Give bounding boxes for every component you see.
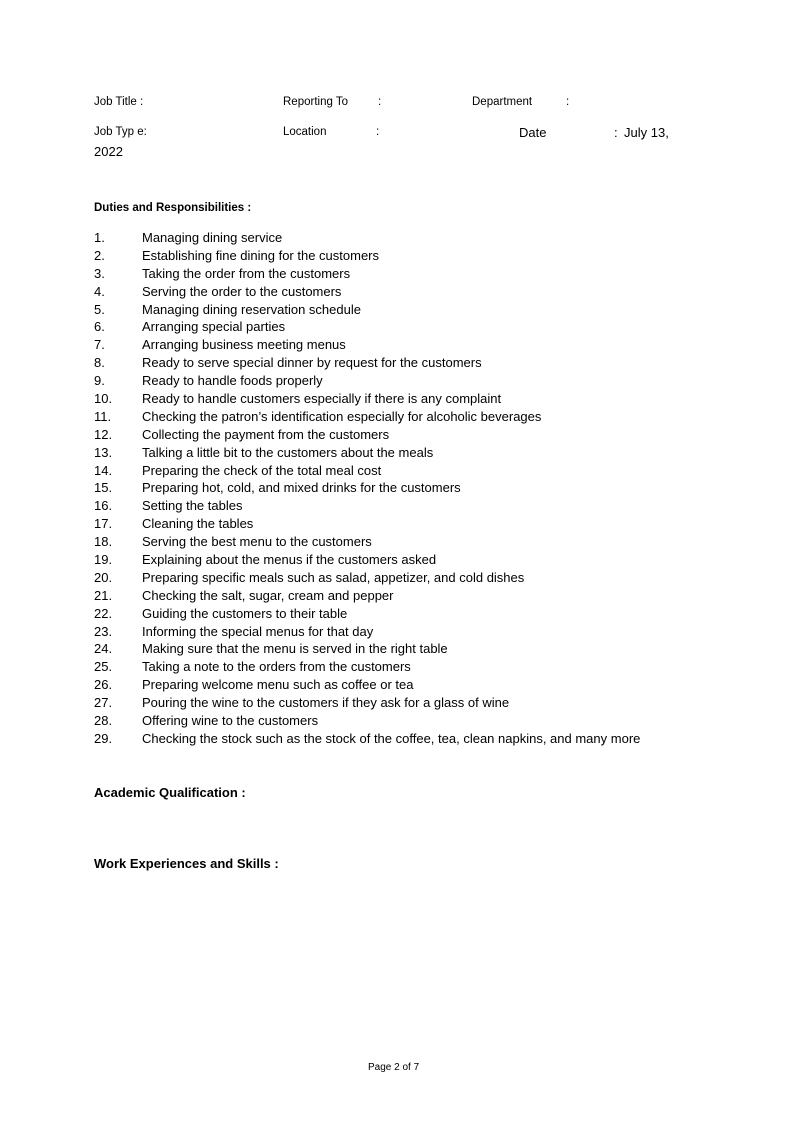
list-item-number: 27. [94, 695, 113, 711]
list-item-number: 1. [94, 230, 105, 245]
list-item-number: 6. [94, 319, 105, 335]
list-item [94, 354, 640, 372]
list-item [94, 301, 640, 319]
list-item [94, 497, 640, 515]
list-item-text: Serving the order to the customers [142, 283, 342, 299]
list-item [94, 372, 640, 390]
list-item-text: Informing the special menus for that day [142, 623, 374, 639]
list-item [94, 658, 640, 676]
list-item-number: 26. [94, 677, 113, 693]
list-item-text: Offering wine to the customers [142, 713, 319, 729]
list-item-text: Checking the stock such as the stock of the coffee, tea, clean napkins, and many more [142, 730, 641, 746]
list-item [94, 730, 640, 748]
list-item [94, 283, 640, 301]
list-item [94, 390, 640, 408]
list-item-text: Ready to handle foods properly [142, 373, 323, 389]
list-item-text: Talking a little bit to the customers about the meals [142, 444, 434, 460]
list-item-text: Preparing hot, cold, and mixed drinks for the customers [142, 480, 461, 496]
list-item [94, 515, 640, 533]
list-item-number: 28. [94, 713, 113, 729]
list-item-text: Establishing fine dining for the customers [142, 247, 380, 263]
list-item-number: 2. [94, 247, 105, 263]
location-label: Location [283, 126, 327, 138]
list-item-text: Ready to handle customers especially if there is any complaint [142, 391, 502, 407]
list-item-number: 21. [94, 587, 113, 603]
list-item [94, 623, 640, 641]
list-item [94, 676, 640, 694]
list-item-text: Managing dining service [142, 230, 283, 245]
list-item [94, 426, 640, 444]
department-label: Department [472, 96, 533, 108]
list-item-text: Managing dining reservation schedule [142, 301, 361, 317]
list-item-number: 9. [94, 373, 105, 389]
list-item-number: 11. [94, 408, 112, 424]
list-item [94, 408, 640, 426]
list-item [94, 265, 640, 283]
list-item-number: 19. [94, 552, 113, 568]
list-item [94, 462, 640, 480]
work-experiences-heading: Work Experiences and Skills : [94, 856, 279, 871]
list-item [94, 569, 640, 587]
list-item-text: Explaining about the menus if the customers asked [142, 552, 437, 568]
list-item [94, 229, 640, 247]
list-item-number: 20. [94, 569, 113, 585]
date-label: Date [519, 125, 547, 140]
location-colon: : [376, 126, 380, 138]
reporting-to-colon: : [378, 96, 382, 108]
list-item-number: 3. [94, 265, 105, 281]
list-item-number: 15. [94, 480, 113, 496]
list-item [94, 587, 640, 605]
job-type-label: Job Typ e: [94, 126, 147, 138]
academic-qualification-heading: Academic Qualification : [94, 785, 246, 800]
list-item-number: 8. [94, 355, 105, 371]
list-item [94, 479, 640, 497]
reporting-to-label: Reporting To [283, 96, 348, 108]
list-item-number: 18. [94, 534, 113, 550]
list-item-number: 23. [94, 623, 113, 639]
list-item [94, 551, 640, 569]
list-item [94, 694, 640, 712]
list-item-text: Making sure that the menu is served in the right table [142, 641, 448, 657]
list-item-text: Checking the salt, sugar, cream and pepper [142, 587, 394, 603]
list-item-text: Preparing the check of the total meal cost [142, 462, 382, 478]
date-year: 2022 [94, 144, 123, 159]
list-item-number: 25. [94, 659, 113, 675]
list-item-number: 24. [94, 641, 113, 657]
list-item [94, 247, 640, 265]
list-item [94, 533, 640, 551]
list-item-text: Arranging special parties [142, 319, 286, 335]
list-item [94, 605, 640, 623]
list-item-number: 12. [94, 426, 113, 442]
list-item [94, 336, 640, 354]
list-item-text: Taking a note to the orders from the customers [142, 659, 411, 675]
list-item-number: 29. [94, 730, 113, 746]
list-item-text: Preparing welcome menu such as coffee or tea [142, 677, 414, 693]
duties-list [94, 229, 640, 748]
list-item-number: 22. [94, 605, 113, 621]
list-item-number: 17. [94, 516, 113, 532]
department-colon: : [566, 96, 570, 108]
list-item-number: 16. [94, 498, 113, 514]
list-item-number: 4. [94, 283, 105, 299]
list-item-number: 14. [94, 462, 113, 478]
page-number: Page 2 of 7 [368, 1062, 420, 1073]
date-value: July 13, [624, 125, 669, 140]
list-item-number: 7. [94, 337, 105, 353]
list-item-number: 13. [94, 444, 113, 460]
list-item-number: 5. [94, 301, 105, 317]
list-item-text: Pouring the wine to the customers if they ask for a glass of wine [142, 695, 510, 711]
list-item [94, 640, 640, 658]
list-item-text: Checking the patron’s identification especially for alcoholic beverages [142, 408, 542, 424]
list-item-text: Collecting the payment from the customers [142, 426, 390, 442]
list-item-text: Ready to serve special dinner by request for the customers [142, 355, 482, 371]
list-item-text: Serving the best menu to the customers [142, 534, 372, 550]
list-item-text: Arranging business meeting menus [142, 337, 346, 353]
list-item-text: Guiding the customers to their table [142, 605, 348, 621]
list-item-text: Cleaning the tables [142, 516, 254, 532]
list-item [94, 444, 640, 462]
list-item-text: Preparing specific meals such as salad, appetizer, and cold dishes [142, 569, 525, 585]
list-item-text: Setting the tables [142, 498, 243, 514]
list-item [94, 318, 640, 336]
list-item [94, 712, 640, 730]
duties-heading: Duties and Responsibilities : [94, 202, 252, 214]
list-item-text: Taking the order from the customers [142, 265, 351, 281]
date-colon: : [614, 125, 618, 140]
list-item-number: 10. [94, 391, 113, 407]
job-title-label: Job Title : [94, 96, 144, 108]
